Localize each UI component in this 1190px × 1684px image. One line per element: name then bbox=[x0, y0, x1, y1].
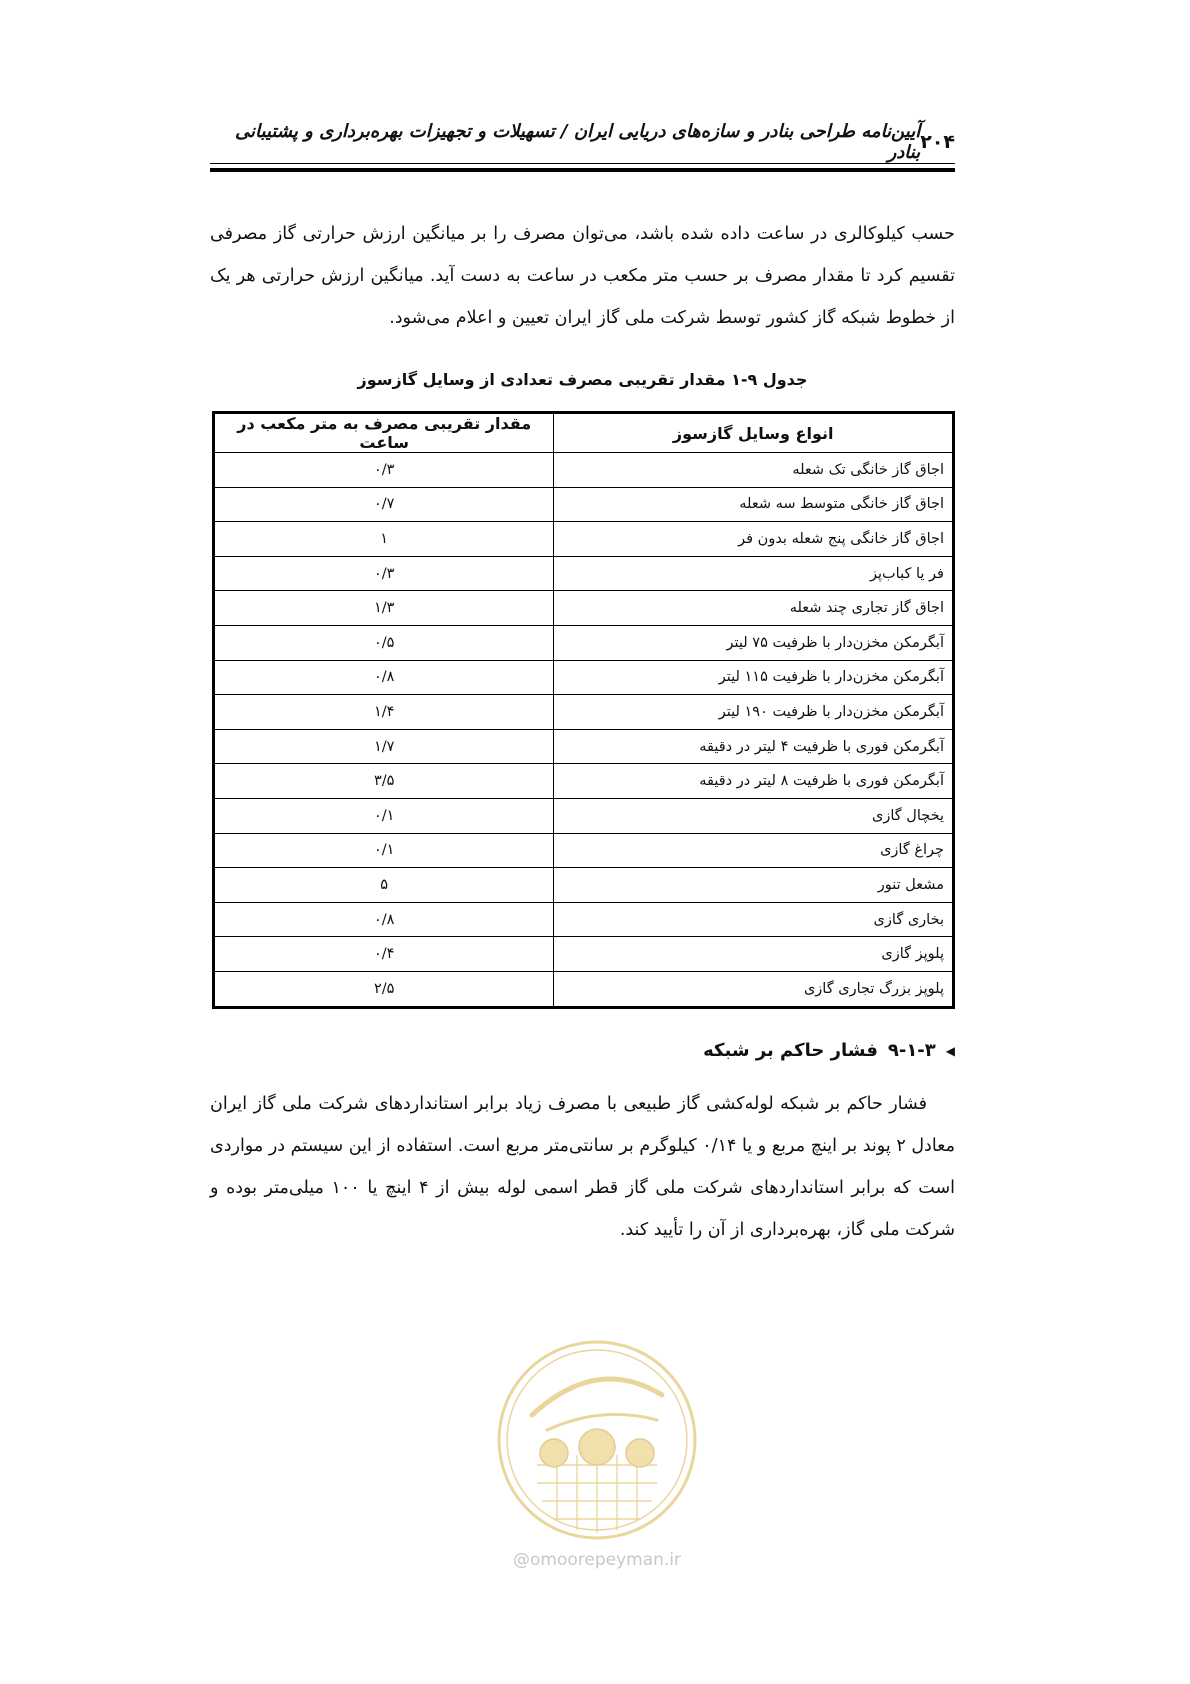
consumption-cell: ۱/۷ bbox=[214, 729, 554, 764]
consumption-cell: ۲/۵ bbox=[214, 971, 554, 1007]
section-title: فشار حاکم بر شبکه bbox=[703, 1040, 878, 1061]
intro-paragraph-text: حسب کیلوکالری در ساعت داده شده باشد، می‌توان مصرف را بر میانگین ارزش حرارتی گاز مصرفی تقسیم کرد تا مقدار مصرف بر حسب متر مکعب در ساعت به دست آید. میانگین ارزش حرارتی هر یک از خطوط شبکه گاز کشور توسط شرکت ملی گاز ایران تعیین و اعلام می‌شود. bbox=[210, 224, 955, 328]
consumption-cell: ۱/۴ bbox=[214, 695, 554, 730]
section-body-text: فشار حاکم بر شبکه لوله‌کشی گاز طبیعی با مصرف زیاد برابر استانداردهای شرکت ملی گاز ایران معادل ۲ پوند بر اینچ مربع و یا ۰/۱۴ کیلوگرم بر سانتی‌متر مربع است. استفاده از این سیستم در مواردی است که برابر استانداردهای شرکت ملی گاز قطر اسمی لوله بیش از ۴ اینچ یا ۱۰۰ میلی‌متر بوده و شرکت ملی گاز، بهره‌برداری از آن را تأیید کند. bbox=[210, 1094, 955, 1240]
left-triangle-icon: ◀ bbox=[945, 1043, 955, 1058]
appliance-cell: پلوپز بزرگ تجاری گازی bbox=[554, 971, 954, 1007]
appliance-cell: مشعل تنور bbox=[554, 868, 954, 903]
consumption-cell: ۰/۴ bbox=[214, 937, 554, 972]
section-number: ۹-۱-۳ bbox=[887, 1040, 936, 1061]
appliance-cell: اجاق گاز تجاری چند شعله bbox=[554, 591, 954, 626]
appliance-cell: پلوپز گازی bbox=[554, 937, 954, 972]
running-header bbox=[210, 121, 955, 163]
column-header-consumption: مقدار تقریبی مصرف به متر مکعب در ساعت bbox=[214, 413, 554, 453]
table-caption: جدول ۹-۱ مقدار تقریبی مصرف تعدادی از وسایل گازسوز bbox=[357, 370, 808, 389]
consumption-cell: ۱/۳ bbox=[214, 591, 554, 626]
column-header-appliance: انواع وسایل گازسوز bbox=[554, 413, 954, 453]
table-row bbox=[214, 453, 954, 488]
consumption-cell: ۰/۵ bbox=[214, 625, 554, 660]
consumption-cell: ۳/۵ bbox=[214, 764, 554, 799]
table-body bbox=[214, 453, 954, 1008]
table-row bbox=[214, 729, 954, 764]
header-rule-thin bbox=[210, 163, 955, 164]
header-rule-thick bbox=[210, 168, 955, 172]
table-row bbox=[214, 868, 954, 903]
consumption-cell: ۰/۳ bbox=[214, 556, 554, 591]
table-row bbox=[214, 591, 954, 626]
table-row bbox=[214, 487, 954, 522]
appliance-cell: اجاق گاز خانگی متوسط سه شعله bbox=[554, 487, 954, 522]
appliance-cell: آبگرمکن مخزن‌دار با ظرفیت ۷۵ لیتر bbox=[554, 625, 954, 660]
appliance-cell: آبگرمکن فوری با ظرفیت ۴ لیتر در دقیقه bbox=[554, 729, 954, 764]
table-row bbox=[214, 556, 954, 591]
table-row bbox=[214, 937, 954, 972]
appliance-cell: آبگرمکن فوری با ظرفیت ۸ لیتر در دقیقه bbox=[554, 764, 954, 799]
consumption-cell: ۰/۱ bbox=[214, 798, 554, 833]
consumption-cell: ۱ bbox=[214, 522, 554, 557]
gas-appliance-table-wrapper bbox=[212, 411, 955, 1009]
appliance-cell: اجاق گاز خانگی پنج شعله بدون فر bbox=[554, 522, 954, 557]
watermark-logo bbox=[492, 1335, 702, 1575]
consumption-cell: ۰/۱ bbox=[214, 833, 554, 868]
gas-appliance-table bbox=[212, 411, 955, 1009]
table-row bbox=[214, 798, 954, 833]
table-row bbox=[214, 695, 954, 730]
appliance-cell: یخچال گازی bbox=[554, 798, 954, 833]
running-title: آیین‌نامه طراحی بنادر و سازه‌های دریایی ایران / تسهیلات و تجهیزات بهره‌برداری و پشتیبانی بنادر bbox=[235, 121, 921, 163]
appliance-cell: فر یا کباب‌پز bbox=[554, 556, 954, 591]
page-number: ۲۰۴ bbox=[920, 131, 955, 153]
consumption-cell: ۰/۸ bbox=[214, 660, 554, 695]
table-row bbox=[214, 971, 954, 1007]
appliance-cell: اجاق گاز خانگی تک شعله bbox=[554, 453, 954, 488]
intro-paragraph bbox=[210, 213, 955, 339]
appliance-cell: آبگرمکن مخزن‌دار با ظرفیت ۱۹۰ لیتر bbox=[554, 695, 954, 730]
table-row bbox=[214, 660, 954, 695]
consumption-cell: ۰/۸ bbox=[214, 902, 554, 937]
consumption-cell: ۰/۷ bbox=[214, 487, 554, 522]
consumption-cell: ۵ bbox=[214, 868, 554, 903]
watermark-caption: @omoorepeyman.ir bbox=[512, 1550, 682, 1570]
appliance-cell: بخاری گازی bbox=[554, 902, 954, 937]
appliance-cell: آبگرمکن مخزن‌دار با ظرفیت ۱۱۵ لیتر bbox=[554, 660, 954, 695]
consumption-cell: ۰/۳ bbox=[214, 453, 554, 488]
appliance-cell: چراغ گازی bbox=[554, 833, 954, 868]
section-body bbox=[210, 1083, 955, 1251]
table-row bbox=[214, 833, 954, 868]
table-row bbox=[214, 902, 954, 937]
table-header-row bbox=[214, 413, 954, 453]
table-row bbox=[214, 625, 954, 660]
table-row bbox=[214, 764, 954, 799]
watermark-seal-icon bbox=[492, 1335, 702, 1545]
section-heading bbox=[210, 1040, 955, 1061]
table-row bbox=[214, 522, 954, 557]
